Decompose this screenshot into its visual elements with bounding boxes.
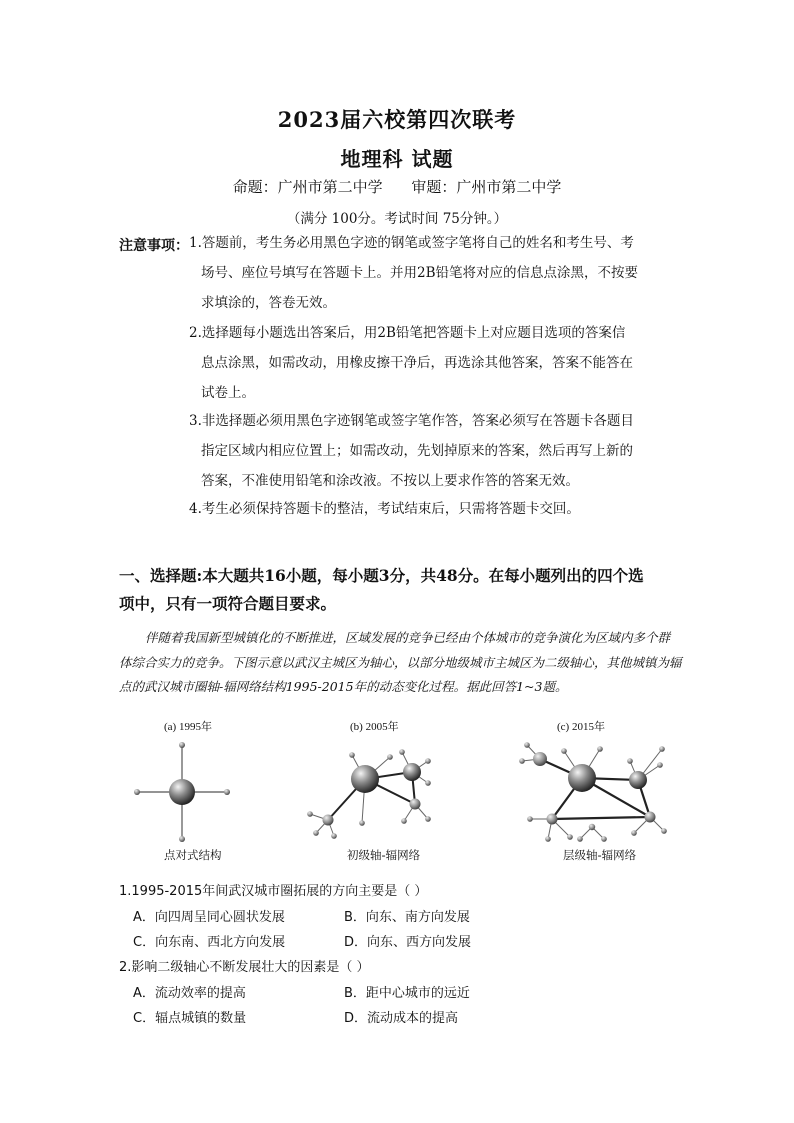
exam-subtitle: 地理科 试题 <box>340 147 454 171</box>
note-line: 息点涂黑，如需改动，用橡皮擦干净后，再选涂其他答案，答案不能答在 <box>201 355 633 371</box>
secondary-hub-node <box>533 752 547 766</box>
section-line-1: 一、选择题:本大题共16小题，每小题3分，共48分。在每小题列出的四个选 <box>119 566 644 585</box>
note-4 <box>189 494 679 524</box>
node <box>179 836 185 842</box>
note-line: 求填涂的，答卷无效。 <box>201 295 336 311</box>
exam-title: 2023届六校第四次联考 <box>277 107 517 132</box>
question-2-option-c[interactable]: C．辐点城镇的数量 <box>133 1011 247 1026</box>
figure-a-caption: (a) 1995年 <box>164 721 212 733</box>
question-2-option-a[interactable]: A．流动效率的提高 <box>133 986 246 1001</box>
note-line: 1.答题前，考生务必用黑色字迹的钢笔或签字笔将自己的姓名和考生号、考 <box>189 235 634 251</box>
node <box>179 742 185 748</box>
question-1-option-d[interactable]: D．向东、西方向发展 <box>344 935 472 950</box>
figure-b-caption: (b) 2005年 <box>350 721 399 733</box>
intro-paragraph: 伴随着我国新型城镇化的不断推进，区域发展的竞争已经由个体城市的竞争演化为区域内多个群体综合实力的竞争。下图示意以武汉主城区为轴心，以部分地级城市主城区为二级轴心，其他城镇为辐点的武汉城市圈轴-辐网络结构1995-2015年的动态变化过程。据此回答1~3题。 <box>119 630 682 694</box>
node <box>224 789 230 795</box>
figure-c-network <box>510 735 680 845</box>
figure-a-network <box>120 735 260 845</box>
note-line: 试卷上。 <box>201 385 255 401</box>
question-1-stem: 1.1995-2015年间武汉城市圈拓展的方向主要是（ ） <box>119 884 428 899</box>
figure-a-label: 点对式结构 <box>164 848 222 862</box>
figure-c-label: 层级轴-辐网络 <box>563 848 637 862</box>
question-2-option-d[interactable]: D．流动成本的提高 <box>344 1011 459 1026</box>
figure-b-label: 初级轴-辐网络 <box>347 848 421 862</box>
secondary-node <box>547 814 558 825</box>
section-line-2: 项中，只有一项符合题目要求。 <box>119 594 337 613</box>
secondary-node <box>410 799 421 810</box>
note-line: 4.考生必须保持答题卡的整洁，考试结束后，只需将答题卡交回。 <box>189 501 580 517</box>
note-2 <box>189 318 679 408</box>
reviewer: 审题：广州市第二中学 <box>411 178 562 196</box>
hub-node <box>568 764 596 792</box>
secondary-hub-node <box>403 763 421 781</box>
setter: 命题：广州市第二中学 <box>232 178 383 196</box>
note-line: 3.非选择题必须用黑色字迹钢笔或签字笔作答，答案必须写在答题卡各题目 <box>189 413 634 429</box>
notes-label: 注意事项： <box>119 238 189 254</box>
hub-node <box>351 765 379 793</box>
hub-node <box>169 779 195 805</box>
section-heading <box>119 562 689 618</box>
note-line: 2.选择题每小题选出答案后，用2B铅笔把答题卡上对应题目选项的答案信 <box>189 325 626 341</box>
score-time: （满分 100分。考试时间 75分钟。） <box>286 211 508 227</box>
node <box>134 789 140 795</box>
note-1 <box>189 228 679 318</box>
secondary-hub-node <box>629 771 647 789</box>
question-1-option-c[interactable]: C．向东南、西北方向发展 <box>133 935 286 950</box>
secondary-node <box>645 812 656 823</box>
setter-line <box>0 176 794 197</box>
figure-c-caption: (c) 2015年 <box>557 721 605 733</box>
secondary-node <box>323 815 334 826</box>
question-1-option-b[interactable]: B．向东、南方向发展 <box>344 910 470 925</box>
question-1-option-a[interactable]: A．向四周呈同心圆状发展 <box>133 910 285 925</box>
question-2-option-b[interactable]: B．距中心城市的远近 <box>344 986 470 1001</box>
note-line: 场号、座位号填写在答题卡上。并用2B铅笔将对应的信息点涂黑，不按要 <box>201 265 639 281</box>
question-2-stem: 2.影响二级轴心不断发展壮大的因素是（ ） <box>119 960 370 975</box>
figure-b-network <box>300 735 450 845</box>
note-line: 指定区域内相应位置上；如需改动，先划掉原来的答案，然后再写上新的 <box>201 443 633 459</box>
note-line: 答案，不准使用铅笔和涂改液。不按以上要求作答的答案无效。 <box>201 473 579 489</box>
note-3 <box>189 406 679 496</box>
